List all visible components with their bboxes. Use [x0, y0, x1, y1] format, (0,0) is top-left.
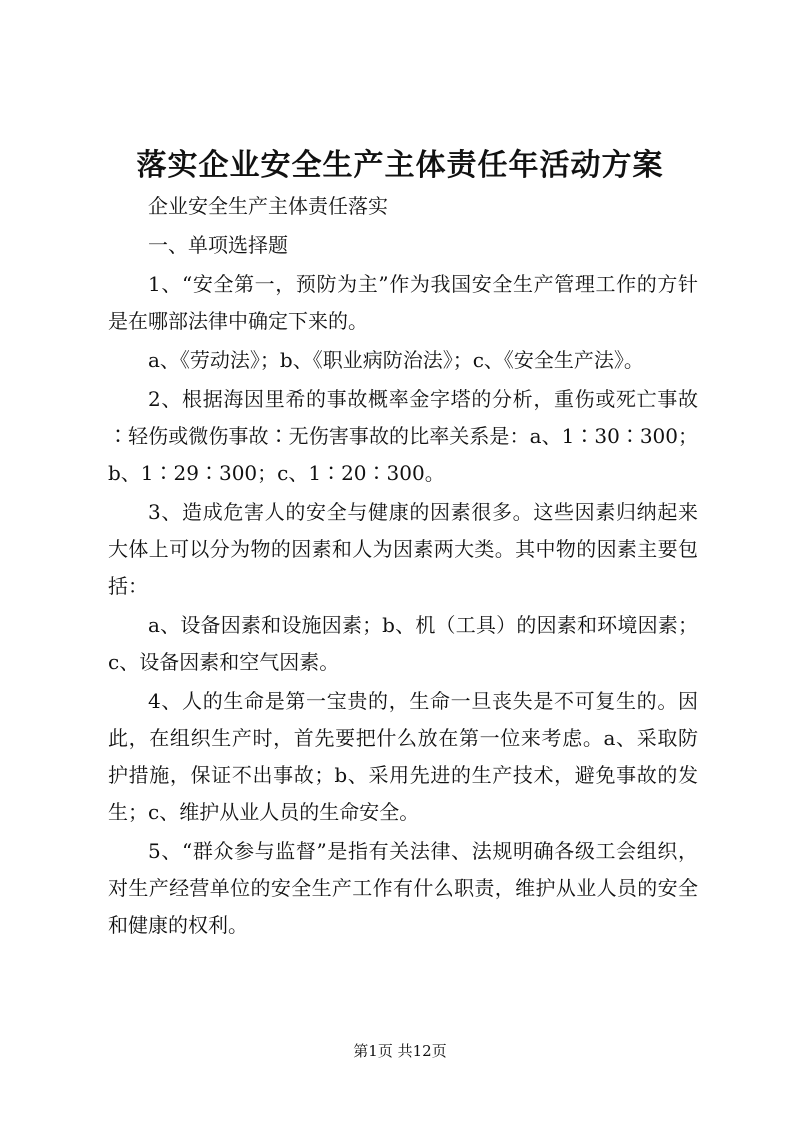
page-footer: 第1页 共12页: [353, 1042, 447, 1060]
document-body: [108, 188, 698, 946]
document-title: 落实企业安全生产主体责任年活动方案: [136, 148, 664, 183]
question-2: 2、根据海因里希的事故概率金字塔的分析，重伤或死亡事故∶轻伤或微伤事故∶无伤害事故的比率关系是：a、1∶30∶300；b、1∶29∶300；c、1∶20∶300。: [108, 387, 698, 485]
section-heading: 一、单项选择题: [148, 233, 288, 257]
question-1-options: a、《劳动法》；b、《职业病防治法》；c、《安全生产法》。: [148, 348, 644, 372]
question-4: 4、人的生命是第一宝贵的，生命一旦丧失是不可复生的。因此，在组织生产时，首先要把什么放在第一位来考虑。a、采取防护措施，保证不出事故；b、采用先进的生产技术，避免事故的发生；c、维护从业人员的生命安全。: [108, 689, 698, 824]
question-5: 5、“群众参与监督”是指有关法律、法规明确各级工会组织，对生产经营单位的安全生产工作有什么职责，维护从业人员的安全和健康的权利。: [108, 839, 698, 937]
question-1: 1、“安全第一，预防为主”作为我国安全生产管理工作的方针是在哪部法律中确定下来的。: [108, 272, 698, 333]
question-3-options: a、设备因素和设施因素；b、机（工具）的因素和环境因素；c、设备因素和空气因素。: [108, 613, 698, 674]
subtitle-paragraph: 企业安全生产主体责任落实: [148, 194, 388, 218]
question-3: 3、造成危害人的安全与健康的因素很多。这些因素归纳起来大体上可以分为物的因素和人为因素两大类。其中物的因素主要包括：: [108, 500, 698, 598]
